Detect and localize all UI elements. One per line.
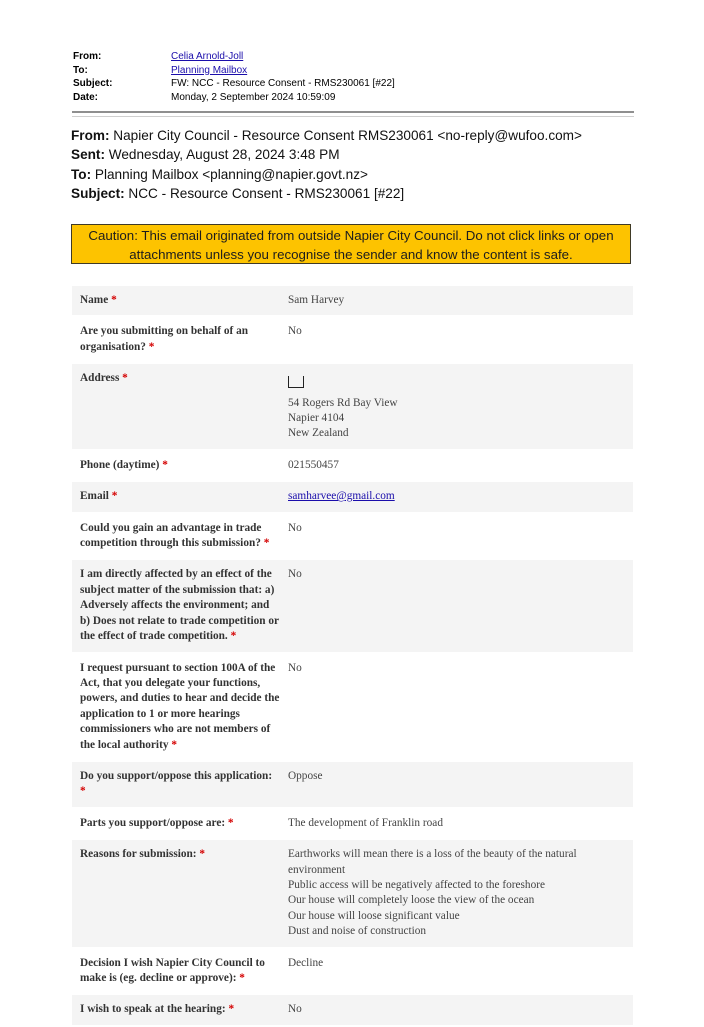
- header-date-row: [73, 91, 395, 105]
- name-value: Sam Harvey: [288, 294, 345, 306]
- form-row-address: [72, 364, 633, 451]
- submission-form: [72, 286, 633, 1027]
- speak-value: No: [288, 1003, 302, 1016]
- address-line-1: 54 Rogers Rd Bay View: [288, 396, 398, 409]
- parts-value: The development of Franklin road: [288, 816, 443, 829]
- address-label: Address *: [80, 372, 128, 385]
- form-row-decision: [72, 949, 633, 996]
- fw-from-label: From:: [71, 128, 110, 143]
- form-row-delegate: [72, 654, 633, 762]
- form-row-speak: [72, 995, 633, 1026]
- header-to-label: To:: [73, 64, 88, 76]
- form-row-affected: [72, 560, 633, 653]
- reason-line: Earthworks will mean there is a loss of the beauty of the natural environment: [288, 848, 577, 876]
- support-label: Do you support/oppose this application: *: [80, 769, 273, 798]
- fw-sent-line: [71, 145, 582, 164]
- required-marker: *: [171, 738, 177, 751]
- caution-line-2: attachments unless you recognise the sender and know the content is safe.: [129, 247, 573, 262]
- header-to-row: [73, 64, 395, 78]
- delegate-label: I request pursuant to section 100A of the Act, that you delegate your functions, powers, and duties to hear and decide the application to 1 or more hearings commissioners who are not members of the local authority *: [80, 661, 280, 751]
- form-row-support: [72, 762, 633, 809]
- form-row-name: [72, 286, 633, 317]
- reason-line: Dust and noise of construction: [288, 925, 427, 938]
- required-marker: *: [228, 1003, 235, 1016]
- email-label: Email *: [80, 490, 118, 503]
- delegate-value: No: [288, 661, 302, 674]
- fw-subject-value: NCC - Resource Consent - RMS230061 [#22]: [128, 185, 405, 201]
- decision-label: Decision I wish Napier City Council to make is (eg. decline or approve): *: [80, 956, 265, 984]
- header-subject-label: Subject:: [73, 78, 113, 89]
- affected-value: No: [288, 568, 302, 581]
- required-marker: *: [239, 972, 245, 984]
- reason-line: Public access will be negatively affected to the foreshore: [288, 878, 546, 891]
- fw-subject-line: [71, 184, 582, 203]
- header-from-row: [73, 50, 395, 64]
- affected-label: I am directly affected by an effect of the subject matter of the submission that: a) Adversely affects the environment; and b) Does not relate to trade competition or the effect of trade competition. *: [80, 568, 279, 643]
- fw-from-value: Napier City Council - Resource Consent RMS230061 <no-reply@wufoo.com>: [113, 128, 582, 143]
- required-marker: *: [80, 785, 86, 798]
- trade-value: No: [288, 521, 302, 534]
- caution-line-1: Caution: This email originated from outside Napier City Council. Do not click links or open: [88, 228, 614, 243]
- organisation-value: No: [288, 325, 302, 338]
- phone-value: 021550457: [288, 458, 339, 471]
- reason-line: Our house will loose significant value: [288, 909, 460, 922]
- form-row-organisation: [72, 317, 633, 364]
- required-marker: *: [148, 340, 155, 353]
- decision-value: Decline: [288, 956, 324, 969]
- address-line-2: Napier 4104: [288, 412, 345, 425]
- required-marker: *: [122, 372, 128, 385]
- required-marker: *: [162, 458, 168, 471]
- map-icon: [288, 376, 304, 388]
- trade-label: Could you gain an advantage in trade competition through this submission? *: [80, 521, 270, 550]
- phone-label: Phone (daytime) *: [80, 458, 168, 471]
- header-subject-value: FW: NCC - Resource Consent - RMS230061 [#22]: [171, 78, 395, 89]
- email-header: [73, 50, 395, 104]
- required-marker: *: [199, 848, 206, 861]
- header-from-link[interactable]: Celia Arnold-Joll: [171, 51, 244, 62]
- parts-label: Parts you support/oppose are: *: [80, 816, 234, 829]
- address-line-3: New Zealand: [288, 427, 349, 440]
- form-row-trade: [72, 514, 633, 561]
- fw-to-label: To:: [71, 166, 92, 182]
- address-value: [288, 371, 625, 442]
- speak-label: I wish to speak at the hearing: *: [80, 1003, 235, 1016]
- reason-line: Our house will completely loose the view of the ocean: [288, 894, 535, 907]
- header-date-label: Date:: [73, 91, 99, 103]
- reasons-value: [288, 847, 625, 939]
- header-divider: [72, 111, 634, 113]
- required-marker: *: [111, 490, 118, 503]
- email-link[interactable]: samharvee@gmail.com: [288, 490, 395, 503]
- caution-banner: [71, 224, 631, 264]
- forwarded-header: [71, 126, 582, 203]
- required-marker: *: [227, 816, 234, 829]
- fw-sent-value: Wednesday, August 28, 2024 3:48 PM: [108, 147, 340, 163]
- form-row-email: [72, 482, 633, 513]
- name-label: Name *: [80, 294, 117, 306]
- header-to-link[interactable]: Planning Mailbox: [171, 64, 248, 76]
- fw-from-line: [71, 126, 582, 145]
- required-marker: *: [111, 294, 117, 306]
- required-marker: *: [263, 537, 270, 550]
- header-from-label: From:: [73, 51, 102, 62]
- fw-subject-label: Subject:: [71, 185, 125, 201]
- form-row-reasons: [72, 840, 633, 948]
- fw-sent-label: Sent:: [71, 147, 105, 163]
- reasons-label: Reasons for submission: *: [80, 848, 206, 861]
- organisation-label: Are you submitting on behalf of an organisation? *: [80, 325, 249, 353]
- email-value: [288, 489, 625, 504]
- form-row-phone: [72, 451, 633, 482]
- header-date-value: Monday, 2 September 2024 10:59:09: [171, 91, 336, 103]
- form-row-parts: [72, 809, 633, 840]
- required-marker: *: [230, 630, 237, 643]
- fw-to-value: Planning Mailbox <planning@napier.govt.nz>: [94, 166, 368, 182]
- support-value: Oppose: [288, 769, 323, 782]
- header-divider-thin: [72, 116, 634, 117]
- header-subject-row: [73, 77, 395, 91]
- fw-to-line: [71, 165, 582, 184]
